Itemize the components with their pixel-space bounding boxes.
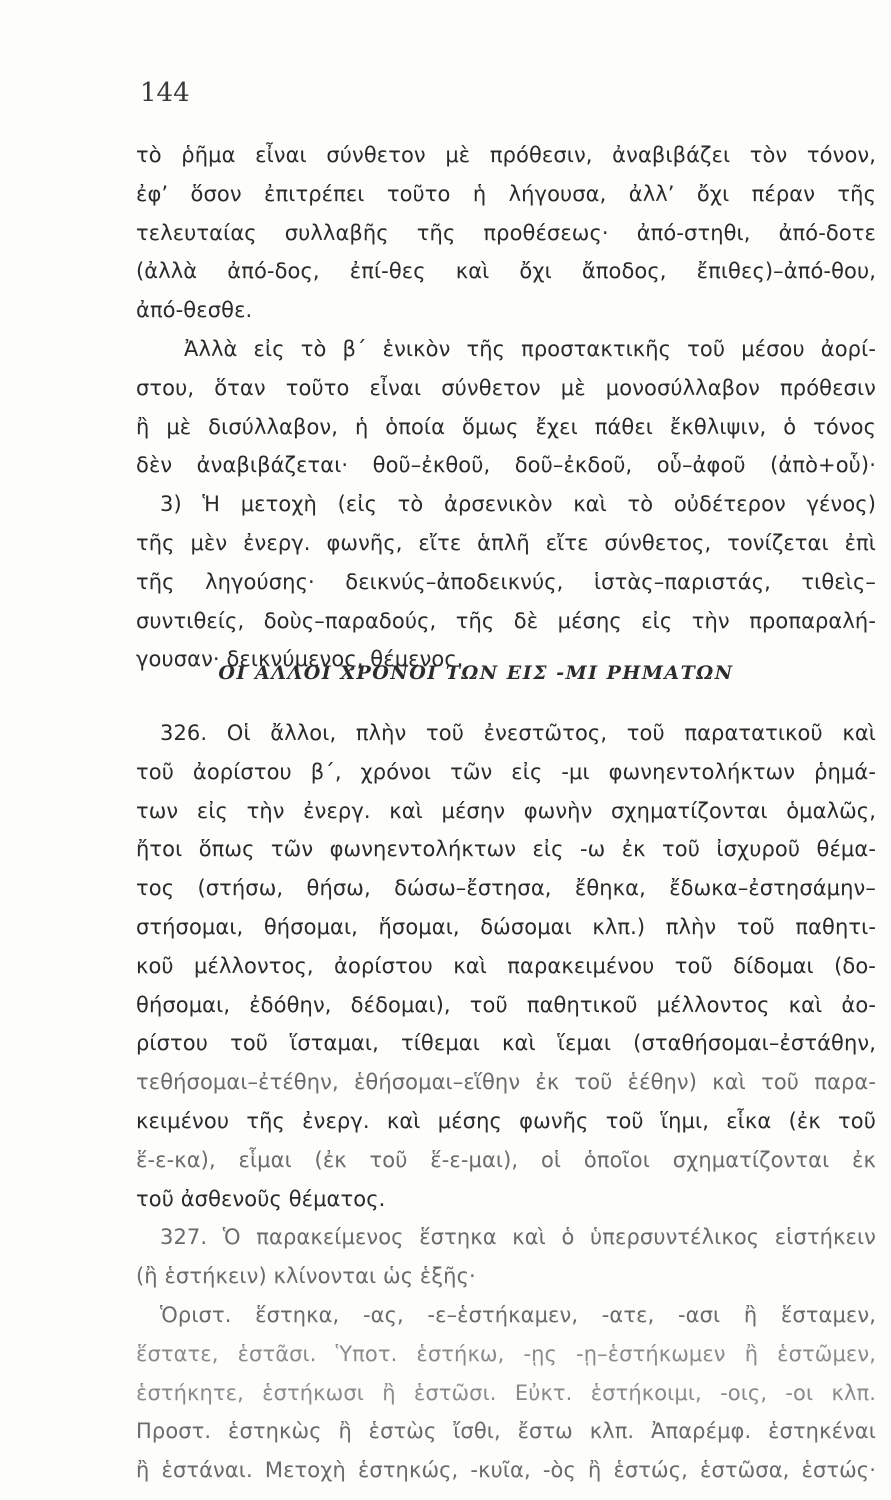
text-line: τελευταίας συλλαβῆς τῆς προθέσεως· ἀπό-στηθι, ἀπό-δοτε <box>136 220 876 245</box>
text-line: Προστ. ἑστηκὼς ἢ ἑστὼς ἴσθι, ἔστω κλπ. Ἀπαρέμφ. ἑστηκέναι <box>136 1419 876 1444</box>
paragraph-block-1 <box>136 136 876 679</box>
text-line: κειμένου τῆς ἐνεργ. καὶ μέσης φωνῆς τοῦ ἵημι, εἷκα (ἐκ τοῦ <box>136 1108 876 1133</box>
text-line: ἕστατε, ἑστᾶσι. Ὑποτ. ἑστήκω, -ῃς -ῃ–ἑστήκωμεν ἢ ἑστῶμεν, <box>136 1341 876 1366</box>
text-line: (ἀλλὰ ἀπό-δος, ἐπί-θες καὶ ὄχι ἄποδος, ἔπιθες)–ἀπό-θου, <box>136 259 876 284</box>
text-line: στήσομαι, θήσομαι, ἥσομαι, δώσομαι κλπ.) πλὴν τοῦ παθητι- <box>136 914 876 939</box>
text-line: 327. Ὁ παρακείμενος ἕστηκα καὶ ὁ ὑπερσυντέλικος εἱστήκειν <box>160 1225 876 1250</box>
text-line: θήσομαι, ἐδόθην, δέδομαι), τοῦ παθητικοῦ μέλλοντος καὶ ἀο- <box>136 992 876 1017</box>
text-line: ἀπό-θεσθε. <box>136 298 253 323</box>
text-line: γουσαν· δεικνύμενος, θέμενος. <box>136 647 464 672</box>
text-line: τοῦ ἀσθενοῦς θέματος. <box>136 1186 386 1211</box>
text-line: ἕ-ε-κα), εἷμαι (ἐκ τοῦ ἕ-ε-μαι), οἱ ὁποῖοι σχηματίζονται ἐκ <box>136 1147 876 1172</box>
text-line: 326. Οἱ ἄλλοι, πλὴν τοῦ ἐνεστῶτος, τοῦ παρατατικοῦ καὶ <box>160 721 876 745</box>
text-line: συντιθείς, δοὺς–παραδούς, τῆς δὲ μέσης εἰς τὴν προπαραλή- <box>136 608 876 633</box>
text-line: Ὁριστ. ἕστηκα, -ας, -ε–ἑστήκαμεν, -ατε, -ασι ἢ ἕσταμεν, <box>160 1302 876 1327</box>
text-line: ἑστήκητε, ἑστήκωσι ἢ ἑστῶσι. Εὐκτ. ἑστήκοιμι, -οις, -οι κλπ. <box>136 1380 876 1405</box>
text-line: ρίστου τοῦ ἵσταμαι, τίθεμαι καὶ ἵεμαι (σταθήσομαι–ἐστάθην, <box>136 1031 876 1056</box>
section-heading: ΟΙ ΑΛΛΟΙ ΧΡΟΝΟΙ ΤΩΝ ΕΙΣ -ΜΙ ΡΗΜΑΤΩΝ <box>218 662 734 684</box>
text-line: 3) Ἡ μετοχὴ (εἰς τὸ ἀρσενικὸν καὶ τὸ οὐδέτερον γένος) <box>160 492 876 517</box>
text-line: στου, ὅταν τοῦτο εἶναι σύνθετον μὲ μονοσύλλαβον πρόθεσιν <box>136 375 876 400</box>
text-line: τοῦ ἀορίστου β΄, χρόνοι τῶν εἰς -μι φωνηεντολήκτων ῥημά- <box>136 759 876 784</box>
text-line: ἐφ’ ὅσον ἐπιτρέπει τοῦτο ἡ λήγουσα, ἀλλ’ ὄχι πέραν τῆς <box>136 181 876 206</box>
text-line: ἤτοι ὅπως τῶν φωνηεντολήκτων εἰς -ω ἐκ τοῦ ἰσχυροῦ θέμα- <box>136 837 876 862</box>
text-line: τῆς μὲν ἐνεργ. φωνῆς, εἴτε ἁπλῆ εἴτε σύνθετος, τονίζεται ἐπὶ <box>136 530 876 555</box>
text-line: δὲν ἀναβιβάζεται· θοῦ–ἐκθοῦ, δοῦ–ἐκδοῦ, οὗ–ἀφοῦ (ἀπὸ+οὗ)· <box>136 453 876 478</box>
text-line: ἢ ἑστάναι. Μετοχὴ ἑστηκώς, -κυῖα, -ὸς ἢ ἑστώς, ἑστῶσα, ἑστώς· <box>136 1458 876 1483</box>
text-line: κοῦ μέλλοντος, ἀορίστου καὶ παρακειμένου τοῦ δίδομαι (δο- <box>136 953 876 978</box>
text-line: τῆς ληγούσης· δεικνύς–ἀποδεικνύς, ἱστὰς–παριστάς, τιθεὶς– <box>136 569 876 594</box>
text-line: ἢ μὲ δισύλλαβον, ἡ ὁποία ὅμως ἔχει πάθει ἔκθλιψιν, ὁ τόνος <box>136 414 876 439</box>
paragraph-block-2 <box>136 714 876 1490</box>
text-line: τὸ ῥῆμα εἶναι σύνθετον μὲ πρόθεσιν, ἀναβιβάζει τὸν τόνον, <box>136 143 876 167</box>
text-line: τεθήσομαι–ἐτέθην, ἑθήσομαι–εἵθην ἐκ τοῦ ἑέθην) καὶ τοῦ παρα- <box>136 1070 876 1095</box>
page-number: 144 <box>140 78 190 108</box>
text-line: (ἢ ἑστήκειν) κλίνονται ὡς ἑξῆς· <box>136 1264 476 1289</box>
text-line: Ἀλλὰ εἰς τὸ β΄ ἑνικὸν τῆς προστακτικῆς τοῦ μέσου ἀορί- <box>184 336 876 361</box>
text-line: των εἰς τὴν ἐνεργ. καὶ μέσην φωνὴν σχηματίζονται ὁμαλῶς, <box>136 798 876 823</box>
text-line: τος (στήσω, θήσω, δώσω–ἔστησα, ἔθηκα, ἔδωκα–ἐστησάμην– <box>136 876 876 901</box>
